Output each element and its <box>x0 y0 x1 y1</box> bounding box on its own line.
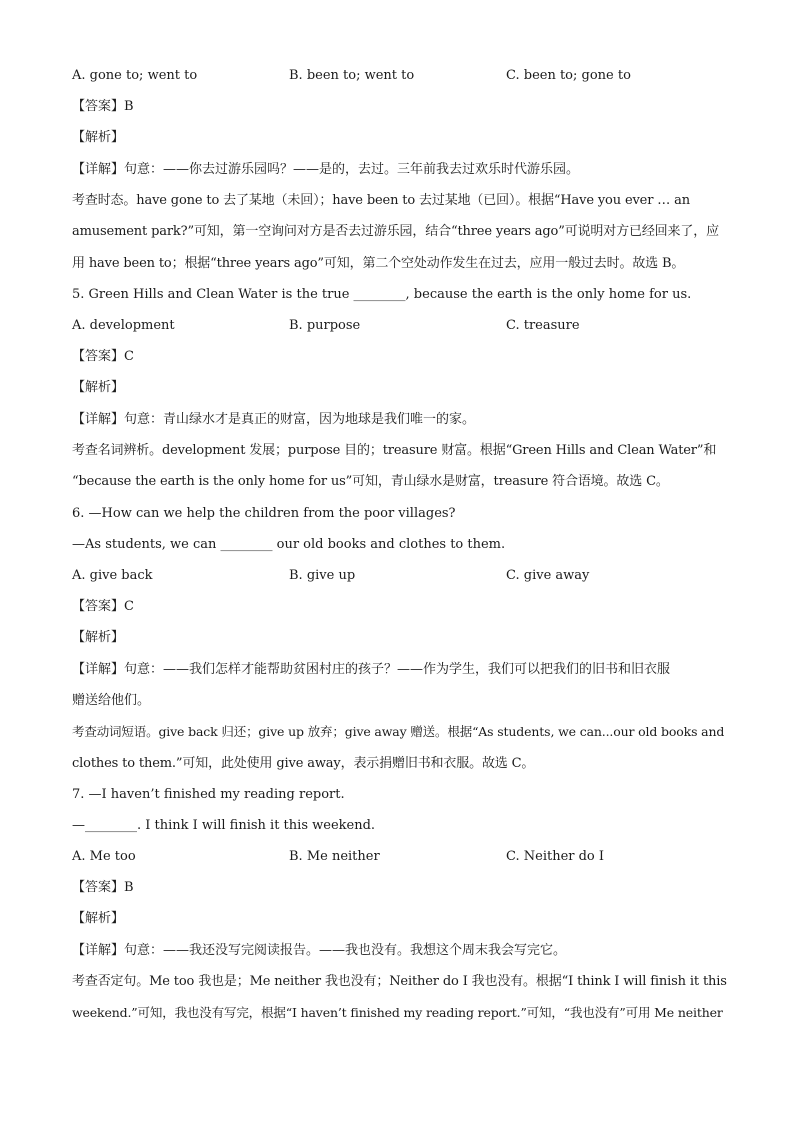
question-text: 7. —I haven’t finished my reading report. <box>72 787 345 802</box>
question-text: 5. Green Hills and Clean Water is the true ________, because the earth is the only home for us. <box>72 287 692 302</box>
option-b: B. give up <box>289 568 356 583</box>
analysis-label: 【解析】 <box>72 380 125 395</box>
option-b: B. purpose <box>289 318 361 333</box>
answer: 【答案】C <box>72 599 134 614</box>
question-text: —________. I think I will finish it this weekend. <box>72 818 376 833</box>
detail-line: 考查动词短语。give back 归还；give up 放弃；give away 赠送。根据“As students, we can...our old books and <box>72 724 725 739</box>
answer: 【答案】B <box>72 99 134 114</box>
option-a: A. gone to; went to <box>72 68 198 83</box>
detail-line: 【详解】句意：——我们怎样才能帮助贫困村庄的孩子？——作为学生，我们可以把我们的旧书和旧衣服 <box>72 662 671 677</box>
question-text: —As students, we can ________ our old books and clothes to them. <box>72 537 506 552</box>
answer: 【答案】B <box>72 880 134 895</box>
analysis-label: 【解析】 <box>72 911 125 926</box>
detail-line: 赠送给他们。 <box>72 693 151 708</box>
analysis-label: 【解析】 <box>72 630 125 645</box>
option-a: A. development <box>72 318 175 333</box>
detail-line: weekend.”可知，我也没有写完，根据“I haven’t finished my reading report.”可知，“我也没有”可用 Me neither <box>72 1005 723 1020</box>
option-a: A. give back <box>72 568 153 583</box>
detail-line: 【详解】句意：——我还没写完阅读报告。——我也没有。我想这个周末我会写完它。 <box>72 943 567 958</box>
detail-line: 【详解】句意：青山绿水才是真正的财富，因为地球是我们唯一的家。 <box>72 412 476 427</box>
detail-line: “because the earth is the only home for us”可知，青山绿水是财富，treasure 符合语境。故选 C。 <box>72 474 669 489</box>
detail-line: 用 have been to；根据“three years ago”可知，第二个空处动作发生在过去，应用一般过去时。故选 B。 <box>72 256 685 271</box>
detail-line: clothes to them.”可知，此处使用 give away，表示捐赠旧书和衣服。故选 C。 <box>72 756 535 771</box>
detail-line: 考查名词辨析。development 发展；purpose 目的；treasure 财富。根据“Green Hills and Clean Water”和 <box>72 443 717 458</box>
option-c: C. been to; gone to <box>506 68 631 83</box>
detail-line: 【详解】句意：——你去过游乐园吗？——是的，去过。三年前我去过欢乐时代游乐园。 <box>72 162 580 177</box>
option-c: C. give away <box>506 568 590 583</box>
option-a: A. Me too <box>72 849 136 864</box>
detail-line: 考查时态。have gone to 去了某地（未回）；have been to 去过某地（已回）。根据“Have you ever … an <box>72 193 690 208</box>
analysis-label: 【解析】 <box>72 130 125 145</box>
option-b: B. Me neither <box>289 849 380 864</box>
answer: 【答案】C <box>72 349 134 364</box>
detail-line: amusement park?”可知，第一空询问对方是否去过游乐园，结合“three years ago”可说明对方已经回来了，应 <box>72 224 719 239</box>
question-text: 6. —How can we help the children from the poor villages? <box>72 506 456 521</box>
option-c: C. treasure <box>506 318 580 333</box>
detail-line: 考查否定句。Me too 我也是；Me neither 我也没有；Neither do I 我也没有。根据“I think I will finish it this <box>72 974 727 989</box>
option-c: C. Neither do I <box>506 849 605 864</box>
option-b: B. been to; went to <box>289 68 415 83</box>
